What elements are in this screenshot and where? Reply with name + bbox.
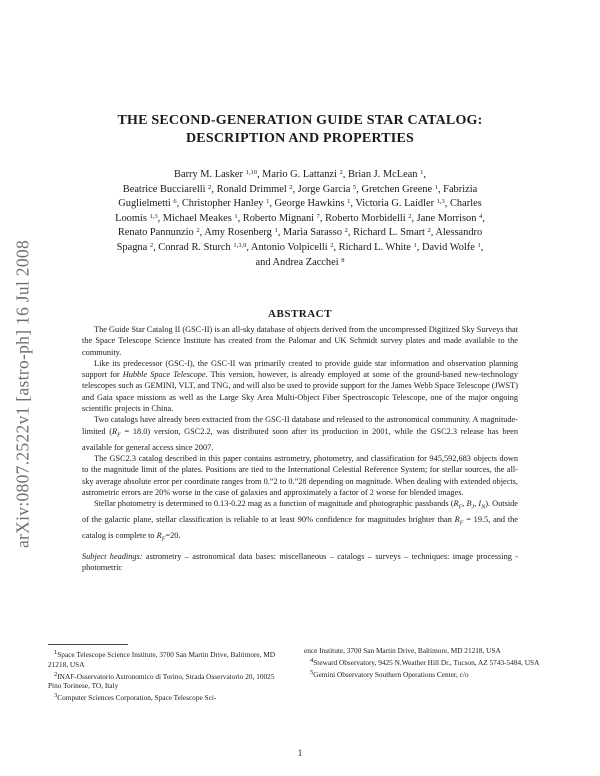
author-name: , Victoria G. Laidler <box>350 198 437 210</box>
footnote-text: ence Institute, 3700 San Martin Drive, Baltimore, MD 21218, USA <box>304 646 501 655</box>
affiliation-marker: 1 <box>274 227 278 235</box>
affiliation-marker: 5 <box>353 183 357 191</box>
footnotes-right-column <box>304 646 554 681</box>
footnote <box>48 672 280 692</box>
affiliation-marker: 1 <box>434 183 438 191</box>
footnote-text: Space Telescope Science Institute, 3700 San Martin Drive, Baltimore, MD 21218, USA <box>48 650 276 669</box>
abstract-heading: ABSTRACT <box>268 308 332 320</box>
author-name: , Fabrizia <box>437 183 478 195</box>
author-name: , Gretchen Greene <box>356 183 435 195</box>
author-name: Spagna <box>116 241 150 253</box>
paper-title <box>70 112 530 148</box>
abstract-paragraph-3: Two catalogs have already been extracted from the GSC-II database and released to the astronomical community. A magnitude-limited $(R_F = 18.0)$ version, GSC2.2, was distributed soon after its production in 2001, while the GSC2.3 release has been available for general access since 2007. <box>82 415 519 452</box>
affiliation-marker: 1 <box>234 212 238 220</box>
affiliation-marker: 1,3 <box>436 198 445 206</box>
affiliation-marker: 1 <box>347 198 351 206</box>
abstract-paragraph-5: Stellar photometry is determined to 0.13-0.22 mag as a function of magnitude and photographic passbands ($R_F$, $B_J$, $I_N$). Outside of the galactic plane, stellar classification is reliable to at least 90% confidence for magnitudes brighter than $R_F = 19.5$, and the catalog is complete to $R_F=20$. <box>82 499 518 543</box>
author-line <box>62 168 538 183</box>
affiliation-marker: 2 <box>208 183 212 191</box>
affiliation-marker: 2 <box>339 169 343 176</box>
author-name: Renato Pannunzio <box>117 227 197 239</box>
subject-headings-text: astrometry – astronomical data bases: miscellaneous – catalogs – surveys – techniques: image processing - photometric <box>82 551 519 573</box>
affiliation-marker: 1 <box>420 169 424 176</box>
author-name: , Richard L. Smart <box>347 227 428 239</box>
footnote-marker: 4 <box>310 656 314 664</box>
author-name: Guglielmetti <box>118 198 174 210</box>
footnote <box>304 670 554 680</box>
affiliation-marker: 1,3,9 <box>233 241 247 249</box>
author-line <box>62 256 538 271</box>
author-name: , <box>482 212 485 224</box>
arxiv-identifier: arXiv:0807.2522v1 [astro-ph] 16 Jul 2008 <box>12 239 33 549</box>
footnote <box>304 658 554 668</box>
author-name: , Antonio Volpicelli <box>246 241 331 253</box>
affiliation-marker: 1,3 <box>149 212 158 220</box>
author-name: , Michael Meakes <box>157 212 235 224</box>
arxiv-sidebar-stamp <box>8 204 38 584</box>
author-line <box>62 212 538 227</box>
footnote-text: Steward Observatory, 9425 N.Weather Hill Dr., Tucson, AZ 5743-5484, USA <box>313 657 540 667</box>
affiliation-marker: 2 <box>408 212 412 220</box>
author-name: Barry M. Lasker <box>174 169 246 180</box>
affiliation-marker: 8 <box>341 256 345 264</box>
author-name: , Mario G. Lattanzi <box>256 169 340 180</box>
author-name: , Roberto Mignani <box>237 212 317 224</box>
abstract-paragraph-4: The GSC2.3 catalog described in this paper contains astrometry, photometry, and classification for 945,592,683 objects down to the magnitude limit of the plates. Positions are tied to the International Celestial Reference System; for stellar sources, the all-sky average absolute error per coordinate ranges from 0.”2 to 0.”28 depending on magnitude. When dealing with extended objects, astrometric errors are 20% worse in the case of galaxies and approximately a factor of 2 worse for blended images. <box>82 453 518 497</box>
footnote-marker: 3 <box>54 692 58 700</box>
author-name: , <box>423 169 426 180</box>
subject-headings <box>82 551 518 574</box>
affiliation-marker: 2 <box>196 227 200 235</box>
affiliation-marker: 2 <box>149 241 154 249</box>
author-name: , Conrad R. Sturch <box>153 241 234 253</box>
author-name: , Ronald Drimmel <box>211 183 290 195</box>
footnote-marker: 1 <box>54 649 58 656</box>
affiliation-marker: 2 <box>344 227 348 235</box>
abstract-paragraph-1: The Guide Star Catalog II (GSC-II) is an all-sky database of objects derived from the uncompressed Digitized Sky Surveys that the Space Telescope Science Institute has created from the Palomar and UK Schmidt survey plates and made available to the community. <box>82 325 518 357</box>
affiliation-marker: 2 <box>427 227 431 235</box>
title-line-1: THE SECOND-GENERATION GUIDE STAR CATALOG: <box>117 113 483 128</box>
footnote <box>48 650 280 670</box>
author-name: , <box>480 241 484 253</box>
footnote <box>48 693 280 703</box>
author-name: and Andrea Zacchei <box>255 256 342 268</box>
author-line <box>62 197 538 212</box>
footnote-marker: 2 <box>54 670 58 678</box>
author-name: , David Wolfe <box>416 241 478 253</box>
author-name: , Alessandro <box>430 227 483 239</box>
footnotes-left-column <box>48 650 280 705</box>
author-line <box>62 241 538 256</box>
author-name: , Roberto Morbidelli <box>319 212 409 224</box>
affiliation-marker: 7 <box>316 212 320 220</box>
affiliation-marker: 1 <box>266 198 270 206</box>
affiliation-marker: 1,10 <box>245 169 257 176</box>
affiliation-marker: 2 <box>330 241 334 249</box>
author-name: , Jorge Garcia <box>292 183 353 195</box>
footnote-text: INAF-Osservatorio Astronomico di Torino, Strada Osservatorio 20, 10025 Pino Torinese, TO, Italy <box>48 671 275 691</box>
author-name: , Christopher Hanley <box>176 198 267 210</box>
author-name: , Richard L. White <box>333 241 414 253</box>
footnote <box>304 646 554 656</box>
affiliation-marker: 6 <box>173 198 177 206</box>
footnote-rule <box>48 644 128 645</box>
affiliation-marker: 1 <box>477 241 481 249</box>
author-name: , Brian J. McLean <box>342 169 421 180</box>
author-line <box>62 183 538 198</box>
author-name: , Amy Rosenberg <box>199 227 275 239</box>
footnote-text: Computer Sciences Corporation, Space Telescope Sci- <box>57 693 217 703</box>
author-name: Beatrice Bucciarelli <box>122 183 209 195</box>
abstract-paragraph-2: Like its predecessor (GSC-I), the GSC-II was primarily created to provide guide star information and observation planning support for Hubble Space Telescope. This version, however, is already employed at some of the ground-based new-technology telescopes such as GEMINI, VLT, and TNG, and will also be used to provide support for the James Webb Space Telescope (JWST) and Gaia space missions as well as the Large Sky Area Multi-Object Fiber Spectroscopic Telescope, one of the major ongoing scientific projects in China. <box>82 358 518 414</box>
author-name: , Charles <box>444 198 482 210</box>
author-list <box>62 168 538 270</box>
author-name: , Jane Morrison <box>411 212 480 224</box>
subject-headings-label: Subject headings: <box>82 551 143 561</box>
affiliation-marker: 1 <box>413 241 417 249</box>
page-number: 1 <box>297 748 303 758</box>
footnote-text: Gemini Observatory Southern Operations Center, c/o <box>313 669 469 679</box>
author-name: , George Hawkins <box>269 198 348 210</box>
affiliation-marker: 4 <box>479 212 483 220</box>
footnote-marker: 5 <box>310 668 314 676</box>
title-line-2: DESCRIPTION AND PROPERTIES <box>186 131 414 146</box>
author-line <box>62 226 538 241</box>
author-name: Loomis <box>115 212 150 224</box>
abstract-body <box>82 324 518 574</box>
affiliation-marker: 2 <box>289 183 293 191</box>
author-name: , Maria Sarasso <box>277 227 345 239</box>
